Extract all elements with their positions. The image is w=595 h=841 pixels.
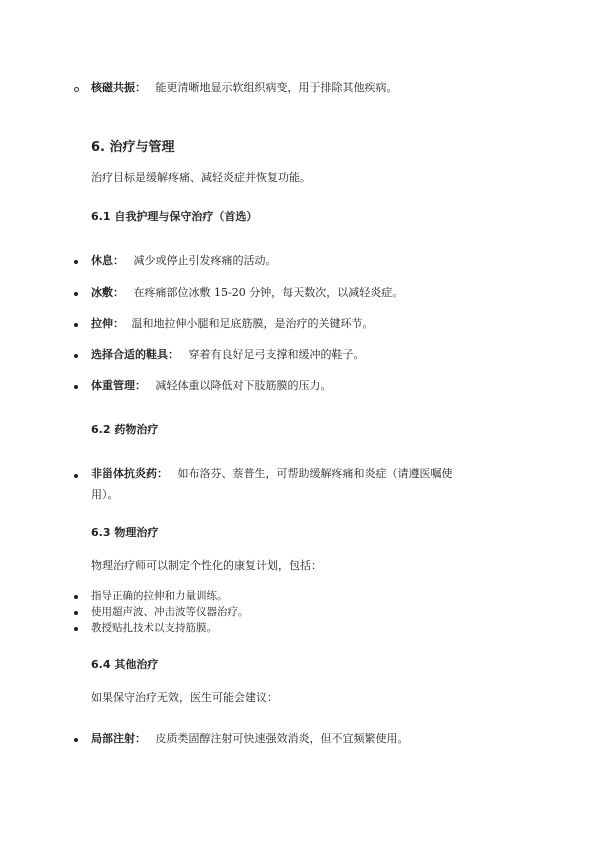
section-6-2-heading: 6.2 药物治疗 — [91, 423, 159, 436]
bullet-icon — [74, 474, 78, 478]
bullet-icon — [74, 738, 78, 742]
item-label: 冰敷： — [91, 286, 124, 299]
section-6-3-heading: 6.3 物理治疗 — [91, 526, 159, 539]
list-item-nsaid-continued: 用）。 — [91, 488, 119, 501]
item-text: 穿着有良好足弓支撑和缓冲的鞋子。 — [188, 348, 365, 361]
bullet-icon — [74, 323, 78, 327]
section-6-3-intro: 物理治疗师可以制定个性化的康复计划，包括： — [91, 559, 322, 572]
section-6-heading: 6. 治疗与管理 — [91, 140, 175, 155]
item-label: 拉伸： — [91, 317, 124, 330]
list-item: 使用超声波、冲击波等仪器治疗。 — [91, 606, 249, 618]
mri-label: 核磁共振： — [91, 81, 146, 94]
list-item — [91, 254, 277, 268]
list-item — [91, 317, 374, 331]
item-label: 休息： — [91, 254, 124, 267]
item-text: 减少或停止引发疼痛的活动。 — [133, 254, 277, 267]
bullet-icon — [74, 292, 78, 296]
list-item: 指导正确的拉伸和力量训练。 — [91, 590, 228, 602]
section-6-4-heading: 6.4 其他治疗 — [91, 658, 159, 671]
bullet-icon — [74, 627, 78, 631]
list-item-injection — [91, 732, 409, 746]
section-6-4-intro: 如果保守治疗无效，医生可能会建议： — [91, 691, 278, 704]
list-item-mri — [91, 81, 398, 95]
list-item: 教授贴扎技术以支持筋膜。 — [91, 622, 217, 634]
item-label: 体重管理： — [91, 379, 146, 392]
list-item — [91, 348, 365, 362]
bullet-icon — [74, 595, 78, 599]
item-label: 非甾体抗炎药： — [91, 467, 168, 480]
item-text: 减轻体重以降低对下肢筋膜的压力。 — [155, 379, 332, 392]
mri-text: 能更清晰地显示软组织病变，用于排除其他疾病。 — [155, 81, 398, 94]
bullet-icon — [74, 611, 78, 615]
list-item — [91, 379, 332, 393]
item-label: 选择合适的鞋具： — [91, 348, 179, 361]
bullet-icon — [74, 260, 78, 264]
hollow-bullet-icon — [74, 87, 79, 92]
item-label: 局部注射： — [91, 732, 146, 745]
item-text: 如布洛芬、萘普生，可帮助缓解疼痛和炎症（请遵医嘱使 — [177, 467, 453, 480]
item-text: 在疼痛部位冰敷 15-20 分钟，每天数次，以减轻炎症。 — [133, 286, 404, 299]
item-text: 温和地拉伸小腿和足底筋膜，是治疗的关键环节。 — [131, 317, 374, 330]
section-6-1-heading: 6.1 自我护理与保守治疗（首选） — [91, 210, 258, 223]
list-item-nsaid — [91, 467, 453, 481]
section-6-intro: 治疗目标是缓解疼痛、减轻炎症并恢复功能。 — [91, 171, 311, 184]
item-text: 皮质类固醇注射可快速强效消炎，但不宜频繁使用。 — [155, 732, 409, 745]
bullet-icon — [74, 385, 78, 389]
bullet-icon — [74, 354, 78, 358]
list-item — [91, 286, 403, 300]
